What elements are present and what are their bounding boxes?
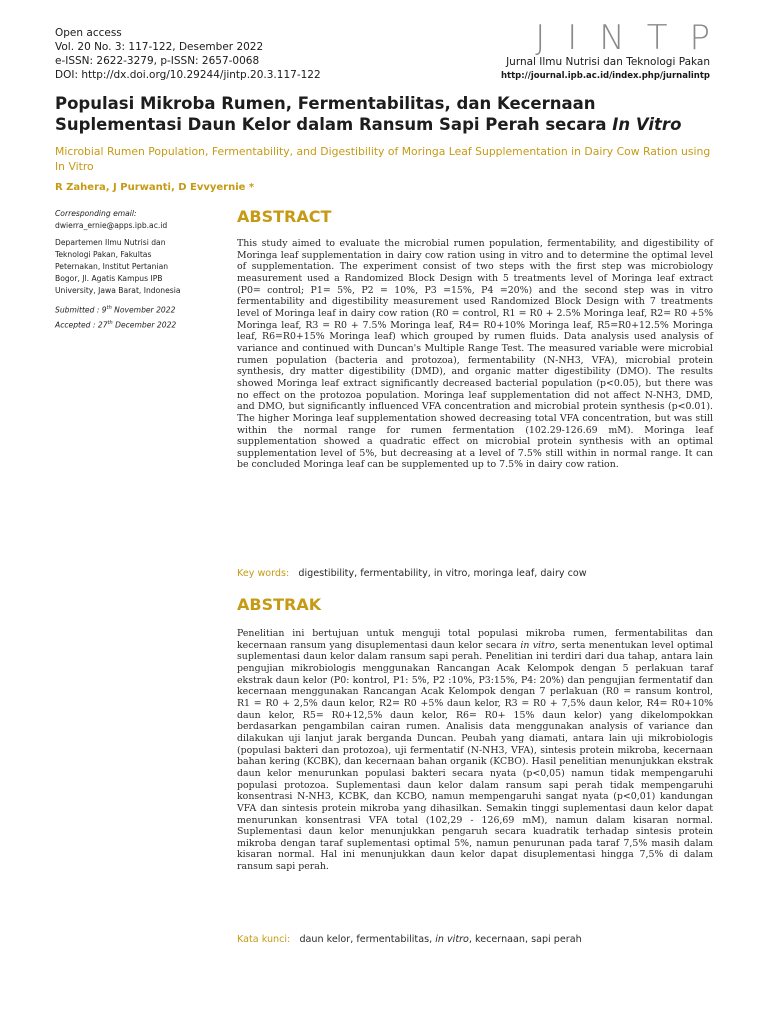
abstract-text: This study aimed to evaluate the microbial rumen population, fermentability, and digestibility of Moringa leaf supplementation in dairy cow ration using in vitro and to determine the optimal level of supplementation. The experiment consist of two steps with the first step was microbiology measurement used a Randomized Block Design with 5 treatments level of Moringa leaf extract (P0= control; P1= 5%, P2 = 10%, P3 =15%, P4 =20%) and the second step was in vitro fermentability and digestibility measurement used Randomized Block Design with 7 treatments level of Moringa leaf in dairy cow ration (R0 = control, R1 = R0 + 2.5% Moringa leaf, R2= R0 +5% Moringa leaf, R3 = R0 + 7.5% Moringa leaf, R4= R0+10% Moringa leaf, R5=R0+12.5% Moringa leaf, R6=R0+15% Moringa leaf) which grouped by rumen fluids. Data analysis used analysis of variance and continued with Duncan's Multiple Range Test. The measured variable were microbial rumen population (bacteria and protozoa), fermentability (N-NH3, VFA), microbial protein synthesis, dry matter digestibility (DMD), and organic matter digestibility (DMO). The results showed Moringa leaf extract significantly decreased bacterial population (p<0.05), but there was no effect on the protozoa population. Moringa leaf supplementation did not affect N-NH3, DMD, and DMO, but significantly influenced VFA concentration and microbial protein synthesis (p<0.01). The higher Moringa leaf supplementation showed decreasing total VFA concentration, but was still within the normal range for rumen fermentation (102.29-126.69 mM). Moringa leaf supplementation showed a quadratic effect on microbial protein synthesis with an optimal supplementation level of 5%, but decreasing at a level of 7.5% still within in normal range. It can be concluded Moringa leaf can be supplemented up to 7.5% in dairy cow ration. bbox=[237, 238, 713, 471]
volume-info: Vol. 20 No. 3: 117-122, Desember 2022 bbox=[55, 41, 264, 53]
sidebar-info bbox=[55, 208, 220, 331]
english-title: Microbial Rumen Population, Fermentability, and Digestibility of Moringa Leaf Supplementation in Dairy Cow Ration using In Vitro bbox=[55, 145, 711, 173]
journal-url[interactable]: http://journal.ipb.ac.id/index.php/jurnalintp bbox=[500, 71, 710, 81]
journal-name: Jurnal Ilmu Nutrisi dan Teknologi Pakan bbox=[506, 56, 710, 68]
keywords-label: Key words: bbox=[237, 568, 290, 579]
doi-link[interactable]: DOI: http://dx.doi.org/10.29244/jintp.20.3.117-122 bbox=[55, 69, 321, 81]
open-access-label: Open access bbox=[55, 27, 122, 39]
title-line-1: Populasi Mikroba Rumen, Fermentabilitas, dan Kecernaan bbox=[55, 94, 596, 113]
author-list: R Zahera, J Purwanti, D Evvyernie * bbox=[55, 182, 255, 193]
affiliation-line: Teknologi Pakan, Fakultas bbox=[55, 250, 152, 259]
corresponding-email[interactable]: dwierra_ernie@apps.ipb.ac.id bbox=[55, 221, 168, 230]
issn-info: e-ISSN: 2622-3279, p-ISSN: 2657-0068 bbox=[55, 55, 260, 67]
kata-kunci: Kata kunci: daun kelor, fermentabilitas, in vitro, kecernaan, sapi perah bbox=[237, 934, 582, 945]
kata-kunci-label: Kata kunci: bbox=[237, 934, 291, 945]
submitted-date: Submitted : 9th November 2022 bbox=[55, 305, 176, 315]
corresponding-label: Corresponding email: bbox=[55, 209, 137, 218]
journal-meta bbox=[55, 26, 321, 82]
article-title bbox=[55, 93, 715, 135]
abstrak-heading: ABSTRAK bbox=[237, 595, 322, 614]
abstract-heading: ABSTRACT bbox=[237, 207, 332, 226]
journal-logo bbox=[500, 18, 732, 81]
affiliation-line: Peternakan, Institut Pertanian bbox=[55, 262, 169, 271]
logo-letters: JINTP bbox=[535, 18, 732, 58]
title-line-2: Suplementasi Daun Kelor dalam Ransum Sapi Perah secara In Vitro bbox=[55, 115, 682, 134]
accepted-date: Accepted : 27th December 2022 bbox=[55, 319, 177, 330]
affiliation-line: University, Jawa Barat, Indonesia bbox=[55, 286, 181, 295]
abstrak-text: Penelitian ini bertujuan untuk menguji total populasi mikroba rumen, fermentabilitas dan kecernaan ransum yang disuplementasi daun kelor secara in vitro, serta menentukan level optimal suplementasi daun kelor dalam ransum sapi perah. Penelitian ini terdiri dari dua tahap, antara lain pengujian mikrobiologis menggunakan Rancangan Acak Kelompok dengan 5 perlakuan taraf ekstrak daun kelor (P0: kontrol, P1: 5%, P2 :10%, P3:15%, P4: 20%) dan pengujian fermentatif dan kecernaan menggunakan Rancangan Acak Kelompok dengan 7 perlakuan (R0 = ransum kontrol, R1 = R0 + 2,5% daun kelor, R2= R0 +5% daun kelor, R3 = R0 + 7,5% daun kelor, R4= R0+10% daun kelor, R5= R0+12,5% daun kelor, R6= R0+ 15% daun kelor) yang dikelompokkan berdasarkan pengambilan cairan rumen. Analisis data menggunakan analysis of variance dan dilakukan uji lanjut jarak berganda Duncan. Peubah yang diamati, antara lain uji mikrobiologis (populasi bakteri dan protozoa), uji fermentatif (N-NH3, VFA), sintesis protein mikroba, kecernaan bahan kering (KCBK), dan kecernaan bahan organik (KCBO). Hasil penelitian menunjukkan ekstrak daun kelor menurunkan populasi bakteri secara nyata (p<0,05) namun tidak mempengaruhi populasi protozoa. Suplementasi daun kelor dalam ransum sapi perah tidak mempengaruhi konsentrasi N-NH3, KCBK, dan KCBO, namun mempengaruhi sangat nyata (p<0,01) kandungan VFA dan sintesis protein mikroba yang dihasilkan. Semakin tinggi suplementasi daun kelor dapat menurunkan konsentrasi VFA total (102,29 - 126,69 mM), namun dalam kisaran normal. Suplementasi daun kelor menunjukkan pengaruh secara kuadratik terhadap sintesis protein mikroba dengan taraf suplementasi optimal 5%, namun penurunan pada taraf 7,5% masih dalam kisaran normal. Hal ini menunjukkan daun kelor dapat disuplementasi hingga 7,5% di dalam ransum sapi perah. bbox=[237, 628, 713, 873]
keywords-list: digestibility, fermentability, in vitro, moringa leaf, dairy cow bbox=[298, 568, 587, 579]
keywords bbox=[237, 568, 587, 579]
affiliation-line: Departemen Ilmu Nutrisi dan bbox=[55, 238, 166, 247]
affiliation-line: Bogor, Jl. Agatis Kampus IPB bbox=[55, 274, 163, 283]
